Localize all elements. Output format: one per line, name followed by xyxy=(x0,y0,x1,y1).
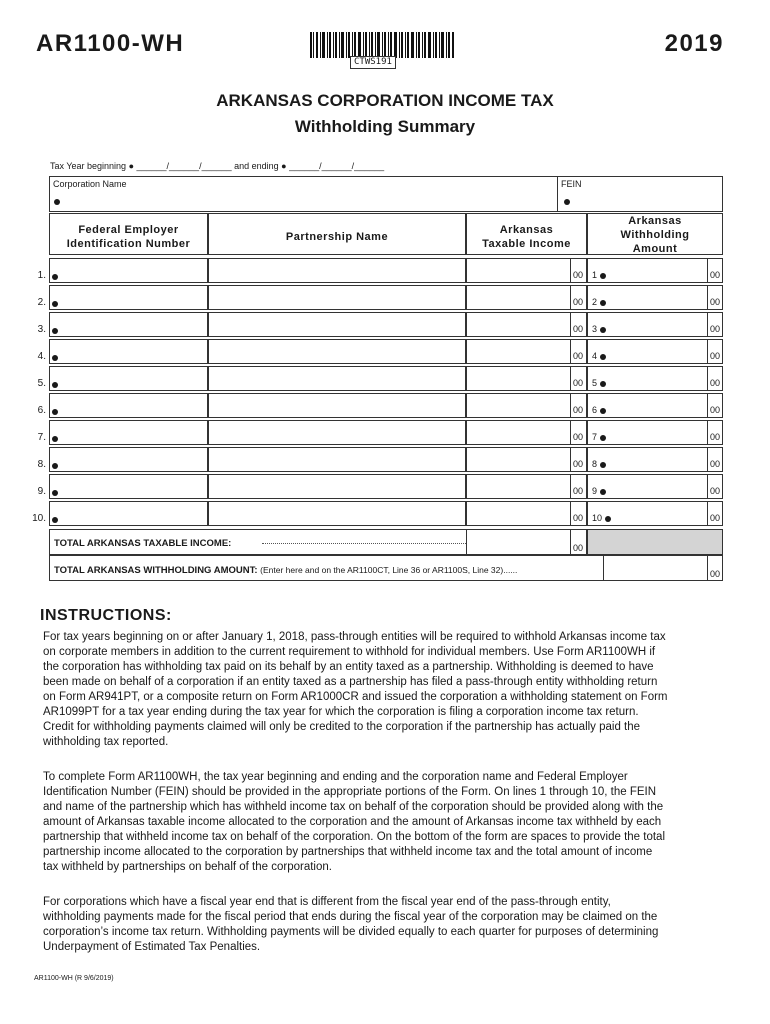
row-taxable-cents: 00 xyxy=(573,432,584,442)
row-withholding-bullet xyxy=(600,327,606,333)
row-withholding-field[interactable] xyxy=(587,420,723,445)
row-withholding-cents: 00 xyxy=(710,324,721,334)
row-withholding-field[interactable] xyxy=(587,447,723,472)
instruction-line: on Form AR941PT, or a composite return on Form AR1000CR and issued the corporation a withholding statement on Form xyxy=(43,691,668,703)
instruction-line: withholding tax reported. xyxy=(43,736,169,748)
row-fein-bullet xyxy=(52,409,58,415)
column-header-fein-line1: Federal Employer xyxy=(78,224,179,236)
form-subtitle: Withholding Summary xyxy=(294,117,476,136)
total-taxable-leader xyxy=(262,543,466,544)
table-row xyxy=(0,365,770,392)
row-withholding-bullet xyxy=(600,462,606,468)
column-header-taxable xyxy=(466,223,587,251)
column-header-fein-line2: Identification Number xyxy=(66,238,191,250)
row-number: 8. xyxy=(37,459,46,470)
total-withholding-label-group xyxy=(54,565,517,576)
fein-field[interactable] xyxy=(564,199,570,205)
column-header-fein xyxy=(49,223,208,251)
row-taxable-cents: 00 xyxy=(573,513,584,523)
row-fein-bullet xyxy=(52,490,58,496)
table-row xyxy=(0,311,770,338)
instruction-line: amount of Arkansas taxable income allocated to the corporation and the amount of Arkansas income tax withheld by each xyxy=(43,816,662,828)
total-withholding-note: (Enter here and on the AR1100CT, Line 36 or AR1100S, Line 32)...... xyxy=(260,565,518,575)
row-partnership-field[interactable] xyxy=(208,420,466,445)
row-withholding-field[interactable] xyxy=(587,258,723,283)
row-taxable-field[interactable] xyxy=(466,312,587,337)
row-fein-bullet xyxy=(52,328,58,334)
row-partnership-field[interactable] xyxy=(208,312,466,337)
corporation-name-field[interactable] xyxy=(54,199,60,205)
row-withholding-number: 7 xyxy=(592,432,598,442)
instruction-line: partnership that withheld income tax on behalf of the corporation. On the bottom of the form are spaces to provide the total xyxy=(43,831,665,843)
instruction-line: To complete Form AR1100WH, the tax year beginning and ending and the corporation name and Federal Employer xyxy=(43,771,628,783)
row-withholding-number: 3 xyxy=(592,324,598,334)
form-revision: AR1100-WH (R 9/6/2019) xyxy=(34,975,114,982)
row-number: 6. xyxy=(37,405,46,416)
row-withholding-cents: 00 xyxy=(710,351,721,361)
row-withholding-field[interactable] xyxy=(587,474,723,499)
row-withholding-number: 1 xyxy=(592,270,598,280)
row-taxable-cents: 00 xyxy=(573,270,584,280)
instruction-line: been made on behalf of a corporation if an entity taxed as a partnership has filed a pass-through entity withholding return xyxy=(43,676,658,688)
table-row xyxy=(0,473,770,500)
row-withholding-cents: 00 xyxy=(710,405,721,415)
row-partnership-field[interactable] xyxy=(208,447,466,472)
row-withholding-field[interactable] xyxy=(587,366,723,391)
row-taxable-field[interactable] xyxy=(466,474,587,499)
table-row xyxy=(0,392,770,419)
instruction-line: Identification Number (FEIN) should be provided in the appropriate portions of the Form. On lines 1 through 10, the FEIN xyxy=(43,786,657,798)
row-withholding-bullet xyxy=(600,273,606,279)
row-number: 10. xyxy=(32,513,46,524)
row-fein-field[interactable] xyxy=(49,366,208,391)
row-withholding-cents: 00 xyxy=(710,513,721,523)
row-fein-field[interactable] xyxy=(49,474,208,499)
row-taxable-field[interactable] xyxy=(466,339,587,364)
row-withholding-number: 4 xyxy=(592,351,598,361)
row-withholding-number: 8 xyxy=(592,459,598,469)
row-taxable-field[interactable] xyxy=(466,447,587,472)
row-withholding-number: 2 xyxy=(592,297,598,307)
row-fein-field[interactable] xyxy=(49,285,208,310)
total-withholding-cents: 00 xyxy=(710,569,721,579)
instruction-line: For corporations which have a fiscal year end that is different from the fiscal year end of the pass-through entity, xyxy=(43,896,611,908)
row-taxable-cents: 00 xyxy=(573,459,584,469)
row-withholding-bullet xyxy=(605,516,611,522)
instruction-line: on corporate members in addition to the current requirement to withhold for individual members. Use Form AR1100WH if xyxy=(43,646,656,658)
total-shaded-cell xyxy=(587,529,723,555)
total-taxable-label: TOTAL ARKANSAS TAXABLE INCOME: xyxy=(54,538,232,549)
row-taxable-field[interactable] xyxy=(466,258,587,283)
row-partnership-field[interactable] xyxy=(208,474,466,499)
instruction-line: AR1099PT for a tax year ending during the tax year for which the corporation is filing a corporation income tax return. xyxy=(43,706,639,718)
row-number: 5. xyxy=(37,378,46,389)
corporation-info-box xyxy=(49,176,723,212)
row-fein-bullet xyxy=(52,382,58,388)
instructions-heading: INSTRUCTIONS: xyxy=(40,607,172,624)
fein-label: FEIN xyxy=(561,179,582,189)
row-withholding-field[interactable] xyxy=(587,285,723,310)
total-withholding-label: TOTAL ARKANSAS WITHHOLDING AMOUNT: xyxy=(54,565,258,576)
row-withholding-number: 9 xyxy=(592,486,598,496)
row-fein-field[interactable] xyxy=(49,420,208,445)
row-partnership-field[interactable] xyxy=(208,366,466,391)
row-withholding-bullet xyxy=(600,489,606,495)
table-row xyxy=(0,500,770,527)
row-fein-bullet xyxy=(52,301,58,307)
table-row xyxy=(0,419,770,446)
row-fein-field[interactable] xyxy=(49,258,208,283)
row-withholding-cents: 00 xyxy=(710,459,721,469)
row-fein-bullet xyxy=(52,463,58,469)
row-withholding-number: 6 xyxy=(592,405,598,415)
row-withholding-cents: 00 xyxy=(710,297,721,307)
row-withholding-field[interactable] xyxy=(587,393,723,418)
instruction-line: For tax years beginning on or after January 1, 2018, pass-through entities will be required to withhold Arkansas income tax xyxy=(43,631,666,643)
instructions-paragraph-1 xyxy=(43,630,733,750)
row-fein-field[interactable] xyxy=(49,501,208,526)
row-withholding-bullet xyxy=(600,435,606,441)
row-taxable-cents: 00 xyxy=(573,297,584,307)
row-partnership-field[interactable] xyxy=(208,339,466,364)
total-taxable-cents: 00 xyxy=(573,543,584,553)
row-number: 4. xyxy=(37,351,46,362)
instruction-line: Underpayment of Estimated Tax Penalties. xyxy=(43,941,261,953)
row-withholding-field[interactable] xyxy=(587,339,723,364)
row-fein-bullet xyxy=(52,436,58,442)
instruction-line: tax withheld by partnerships on behalf of the corporation. xyxy=(43,861,332,873)
fein-divider xyxy=(557,177,558,211)
row-taxable-field[interactable] xyxy=(466,393,587,418)
row-taxable-field[interactable] xyxy=(466,420,587,445)
row-withholding-field[interactable] xyxy=(587,312,723,337)
row-withholding-cents: 00 xyxy=(710,432,721,442)
row-withholding-cents: 00 xyxy=(710,486,721,496)
barcode-graphic xyxy=(310,32,454,58)
row-fein-field[interactable] xyxy=(49,339,208,364)
row-taxable-cents: 00 xyxy=(573,351,584,361)
total-withholding-field[interactable] xyxy=(603,555,723,581)
row-partnership-field[interactable] xyxy=(208,285,466,310)
row-fein-field[interactable] xyxy=(49,447,208,472)
row-withholding-bullet xyxy=(600,300,606,306)
table-row xyxy=(0,446,770,473)
column-header-partnership: Partnership Name xyxy=(285,231,389,243)
instructions-paragraph-2 xyxy=(43,770,733,875)
row-taxable-cents: 00 xyxy=(573,486,584,496)
instructions-paragraph-3 xyxy=(43,895,733,955)
row-fein-field[interactable] xyxy=(49,393,208,418)
row-fein-bullet xyxy=(52,355,58,361)
row-withholding-number: 10 xyxy=(592,513,603,523)
column-header-withholding-line1: Arkansas xyxy=(628,215,682,227)
table-row xyxy=(0,284,770,311)
table-row xyxy=(0,257,770,284)
row-taxable-cents: 00 xyxy=(573,405,584,415)
column-header-taxable-line2: Taxable Income xyxy=(482,238,571,250)
row-withholding-bullet xyxy=(600,381,606,387)
row-taxable-cents: 00 xyxy=(573,378,584,388)
column-header-withholding xyxy=(587,214,723,256)
row-number: 2. xyxy=(37,297,46,308)
row-withholding-cents: 00 xyxy=(710,270,721,280)
instruction-line: and name of the partnership which has withheld income tax on behalf of the corporation should be provided along with the xyxy=(43,801,664,813)
row-taxable-field[interactable] xyxy=(466,285,587,310)
row-number: 3. xyxy=(37,324,46,335)
row-taxable-field[interactable] xyxy=(466,501,587,526)
instruction-line: partnership income allocated to the corporation by partnerships that withheld income tax and the total amount of income xyxy=(43,846,653,858)
instruction-line: Credit for withholding payments claimed will only be credited to the corporation if the partnership has actually paid the xyxy=(43,721,641,733)
row-number: 7. xyxy=(37,432,46,443)
table-row xyxy=(0,338,770,365)
row-partnership-field[interactable] xyxy=(208,393,466,418)
row-number: 9. xyxy=(37,486,46,497)
row-taxable-cents: 00 xyxy=(573,324,584,334)
corporation-name-label: Corporation Name xyxy=(53,179,127,189)
column-header-taxable-line1: Arkansas xyxy=(499,224,554,236)
instruction-line: withholding payments made for the fiscal period that ends during the fiscal year of the corporation may be claimed on the xyxy=(43,911,658,923)
row-fein-bullet xyxy=(52,274,58,280)
row-fein-field[interactable] xyxy=(49,312,208,337)
tax-year-line[interactable]: Tax Year beginning ● ______/______/______ and ending ● ______/______/______ xyxy=(50,161,385,171)
instruction-line: the corporation has withholding tax paid on its behalf by an entity taxed as a partnership. Withholding is deemed to have xyxy=(43,661,654,673)
row-fein-bullet xyxy=(52,517,58,523)
form-year: 2019 xyxy=(664,30,724,57)
row-withholding-bullet xyxy=(600,354,606,360)
total-taxable-field[interactable] xyxy=(466,529,587,555)
row-taxable-field[interactable] xyxy=(466,366,587,391)
row-withholding-bullet xyxy=(600,408,606,414)
instruction-line: corporation’s income tax return. Withholding payments will be divided equally to each quarter for purposes of determining xyxy=(43,926,659,938)
row-number: 1. xyxy=(37,270,46,281)
form-code: AR1100-WH xyxy=(36,30,185,57)
barcode-label: CTWS191 xyxy=(350,56,396,69)
column-header-withholding-line3: Amount xyxy=(632,243,678,255)
row-withholding-number: 5 xyxy=(592,378,598,388)
row-withholding-field[interactable] xyxy=(587,501,723,526)
column-header-withholding-line2: Withholding xyxy=(620,229,690,241)
row-withholding-cents: 00 xyxy=(710,378,721,388)
row-partnership-field[interactable] xyxy=(208,258,466,283)
row-partnership-field[interactable] xyxy=(208,501,466,526)
form-title: ARKANSAS CORPORATION INCOME TAX xyxy=(216,91,554,110)
